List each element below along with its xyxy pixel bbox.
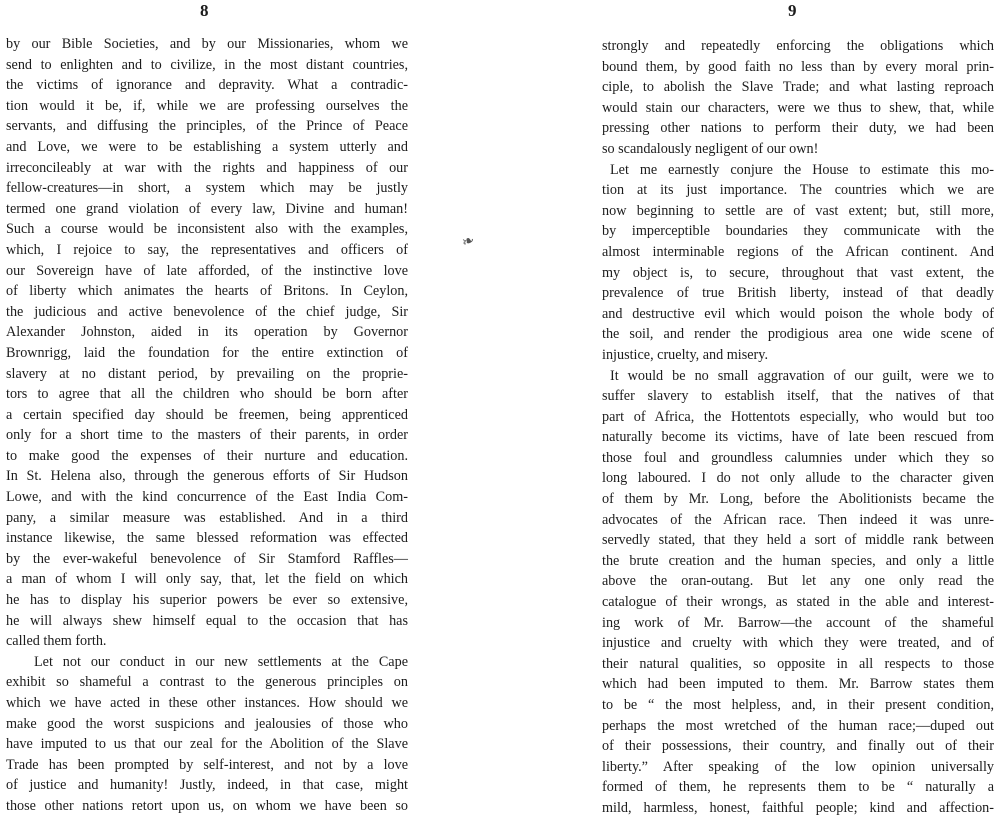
- text-line: a certain specified day should be freemen, being apprenticed: [6, 406, 408, 423]
- left-page: [0, 0, 420, 814]
- text-line: injustice, cruelty, and misery.: [602, 346, 768, 363]
- text-line: now beginning to settle are of vast extent; but, still more,: [602, 202, 994, 219]
- text-line: Brownrigg, laid the foundation for the entire extinction of: [6, 344, 408, 361]
- text-line: prevalence of true British liberty, instead of that deadly: [602, 285, 994, 302]
- text-line: catalogue of their wrongs, as stated in the able and interest-: [602, 594, 994, 611]
- text-line: perhaps the most wretched of the human race;—duped out: [602, 717, 994, 734]
- text-line: those foul and groundless calumnies under which they so: [602, 449, 994, 466]
- text-line: tors to agree that all the children who should be born after: [6, 386, 408, 403]
- text-line: injustice and cruelty with which they were treated, and of: [602, 635, 994, 652]
- text-line: bound them, by good faith no less than by every moral prin-: [602, 58, 994, 75]
- text-line: their natural qualities, so opposite in all respects to those: [602, 655, 994, 672]
- text-line: send to enlighten and to civilize, in the most distant countries,: [6, 56, 408, 73]
- text-line: Let not our conduct in our new settlements at the Cape: [34, 653, 408, 670]
- text-line: termed one grand violation of every law, Divine and human!: [6, 200, 408, 217]
- text-line: liberty.” After speaking of the low opinion universally: [602, 758, 994, 775]
- text-line: to make good the expenses of their nurture and education.: [6, 447, 408, 464]
- left-page-text: [0, 34, 420, 817]
- text-line: Let me earnestly conjure the House to estimate this mo-: [610, 161, 994, 178]
- text-line: ing work of Mr. Barrow—the account of the shameful: [602, 614, 994, 631]
- text-line: fellow-creatures—in short, a system which may be justly: [6, 180, 408, 197]
- text-line: Alexander Johnston, aided in its operation by Governor: [6, 324, 408, 341]
- text-line: which, I rejoice to say, the representatives and officers of: [6, 241, 408, 258]
- text-line: of their possessions, their country, and finally out of their: [602, 738, 994, 755]
- text-line: called them forth.: [6, 633, 107, 650]
- text-line: almost interminable regions of the African continent. And: [602, 243, 994, 260]
- text-line: which we have acted in these other instances. How should we: [6, 695, 408, 711]
- text-line: suffer slavery to establish itself, that the natives of that: [602, 388, 994, 405]
- text-line: of justice and humanity! Justly, indeed, in that case, might: [6, 777, 408, 794]
- right-page: [590, 0, 1000, 816]
- text-line: a man of whom I will only say, that, let the field on which: [6, 571, 408, 588]
- text-line: have imputed to us that our zeal for the Abolition of the Slave: [6, 736, 408, 753]
- text-line: servedly stated, that they held a sort of middle rank between: [602, 532, 994, 549]
- text-line: and destructive evil which would poison the whole body of: [602, 305, 994, 322]
- text-line: our Sovereign have of late afforded, of the instinctive love: [6, 262, 408, 279]
- text-line: Such a course would be inconsistent also with the examples,: [6, 221, 408, 238]
- text-line: Lowe, and with the kind concurrence of the East India Com-: [6, 489, 408, 506]
- right-page-number: 9: [788, 1, 797, 20]
- text-line: which had been imputed to them. Mr. Barrow states them: [602, 676, 994, 693]
- gutter-ink-mark: ❧: [459, 232, 478, 252]
- text-line: formed of them, he represents them to be “ naturally a: [602, 779, 994, 796]
- text-line: pressing other nations to perform their duty, we had been: [602, 120, 994, 137]
- text-line: ciple, to abolish the Slave Trade; and what lasting reproach: [602, 79, 994, 96]
- text-line: make good the worst suspicions and jealousies of those who: [6, 715, 408, 732]
- text-line: by imperceptible boundaries they communicate with the: [602, 223, 994, 240]
- text-line: to be “ the most helpless, and, in their present condition,: [602, 697, 994, 713]
- text-line: naturally become its victims, have of late been rescued from: [602, 429, 994, 446]
- text-line: of them by Mr. Long, before the Abolitionists became the: [602, 491, 994, 508]
- text-line: part of Africa, the Hottentots especially, who would but too: [602, 408, 994, 425]
- text-line: of liberty which animates the hearts of Britons. In Ceylon,: [6, 283, 408, 300]
- left-page-number: 8: [200, 1, 209, 20]
- text-line: my object is, to secure, throughout that vast extent, the: [602, 264, 994, 281]
- text-line: In St. Helena also, through the generous efforts of Sir Hudson: [6, 468, 408, 485]
- text-line: strongly and repeatedly enforcing the obligations which: [602, 38, 994, 54]
- text-line: advocates of the African race. Then indeed it was unre-: [602, 511, 994, 528]
- text-line: servants, and diffusing the principles, of the Prince of Peace: [6, 118, 408, 135]
- text-line: the soil, and render the prodigious area one wide scene of: [602, 326, 994, 343]
- text-line: irreconcileably at war with the rights and happiness of our: [6, 159, 408, 176]
- text-line: the judicious and active benevolence of the chief judge, Sir: [6, 303, 408, 320]
- text-line: so scandalously negligent of our own!: [602, 140, 819, 157]
- text-line: by our Bible Societies, and by our Missionaries, whom we: [6, 36, 408, 52]
- text-line: instance likewise, the same blessed reformation was effected: [6, 530, 408, 547]
- text-line: long laboured. I do not only allude to the character given: [602, 470, 994, 487]
- text-line: tion at its just importance. The countries which we are: [602, 182, 994, 199]
- text-line: above the oran-outang. But let any one only read the: [602, 573, 994, 590]
- text-line: the victims of ignorance and depravity. What a contradic-: [6, 77, 408, 94]
- text-line: would stain our characters, were we thus to shew, that, while: [602, 99, 994, 116]
- text-line: tion would it be, if, while we are professing ourselves the: [6, 97, 408, 114]
- text-line: mild, harmless, honest, faithful people; kind and affection-: [602, 799, 994, 816]
- text-line: the brute creation and the human species, and only a little: [602, 552, 994, 569]
- text-line: It would be no small aggravation of our guilt, were we to: [610, 367, 994, 384]
- text-line: he has to display his superior powers be ever so extensive,: [6, 592, 408, 609]
- text-line: he will always shew himself equal to the occasion that has: [6, 612, 408, 629]
- right-page-text: [590, 36, 1000, 819]
- text-line: by the ever-wakeful benevolence of Sir Stamford Raffles—: [6, 550, 408, 567]
- text-line: Trade has been prompted by self-interest, and not by a love: [6, 756, 408, 773]
- text-line: slavery at no distant period, by prevailing on the proprie-: [6, 365, 408, 382]
- text-line: pany, a similar measure was established. And in a third: [6, 509, 408, 526]
- text-line: those other nations retort upon us, on whom we have been so: [6, 797, 408, 814]
- text-line: only for a short time to the masters of their parents, in order: [6, 427, 408, 444]
- text-line: and Love, we were to be establishing a system utterly and: [6, 138, 408, 155]
- text-line: exhibit so shameful a contrast to the generous principles on: [6, 674, 408, 691]
